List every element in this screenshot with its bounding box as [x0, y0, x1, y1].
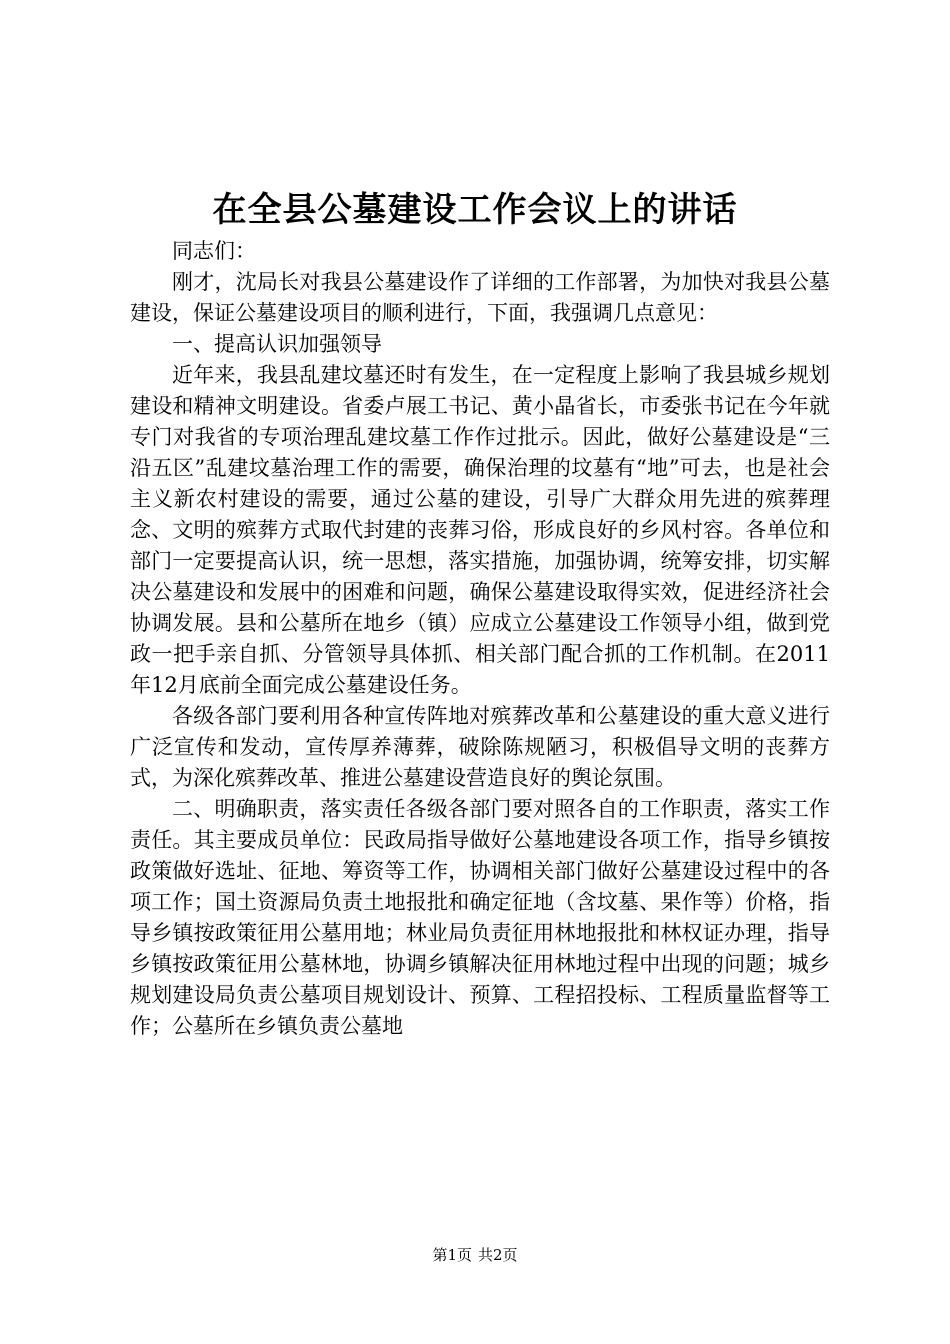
section-heading-1: 一、提高认识加强领导 [172, 332, 382, 356]
document-body [130, 236, 830, 1042]
paragraph-body: 近年来，我县乱建坟墓还时有发生，在一定程度上影响了我县城乡规划建设和精神文明建设。省委卢展工书记、黄小晶省长，市委张书记在今年就专门对我省的专项治理乱建坟墓工作作过批示。因此，做好公墓建设是“三沿五区”乱建坟墓治理工作的需要，确保治理的坟墓有“地”可去，也是社会主义新农村建设的需要，通过公墓的建设，引导广大群众用先进的殡葬理念、文明的殡葬方式取代封建的丧葬习俗，形成良好的乡风村容。各单位和部门一定要提高认识，统一思想，落实措施，加强协调，统筹安排，切实解决公墓建设和发展中的困难和问题，确保公墓建设取得实效，促进经济社会协调发展。县和公墓所在地乡（镇）应成立公墓建设工作领导小组，做到党政一把手亲自抓、分管领导具体抓、相关部门配合抓的工作机制。在2011年12月底前全面完成公墓建设任务。 [130, 363, 830, 697]
paragraph-salutation: 同志们： [172, 239, 256, 263]
page-total: 共2页 [478, 1246, 518, 1264]
paragraph-intro: 刚才，沈局长对我县公墓建设作了详细的工作部署，为加快对我县公墓建设，保证公墓建设项目的顺利进行，下面，我强调几点意见： [130, 270, 830, 325]
page-number: 第1页 [432, 1246, 472, 1264]
paragraph-body: 各级各部门要利用各种宣传阵地对殡葬改革和公墓建设的重大意义进行广泛宣传和发动，宣传厚养薄葬，破除陈规陋习，积极倡导文明的丧葬方式，为深化殡葬改革、推进公墓建设营造良好的舆论氛围。 [130, 704, 830, 790]
document-title: 在全县公墓建设工作会议上的讲话 [212, 190, 738, 230]
paragraph-section-2: 二、明确职责，落实责任各级各部门要对照各自的工作职责，落实工作责任。其主要成员单位：民政局指导做好公墓地建设各项工作，指导乡镇按政策做好选址、征地、筹资等工作，协调相关部门做好公墓建设过程中的各项工作；国土资源局负责土地报批和确定征地（含坟墓、果作等）价格，指导乡镇按政策征用公墓用地；林业局负责征用林地报批和林权证办理，指导乡镇按政策征用公墓林地，协调乡镇解决征用林地过程中出现的问题；城乡规划建设局负责公墓项目规划设计、预算、工程招投标、工程质量监督等工作；公墓所在乡镇负责公墓地 [130, 797, 830, 1038]
page-footer [0, 1245, 950, 1265]
